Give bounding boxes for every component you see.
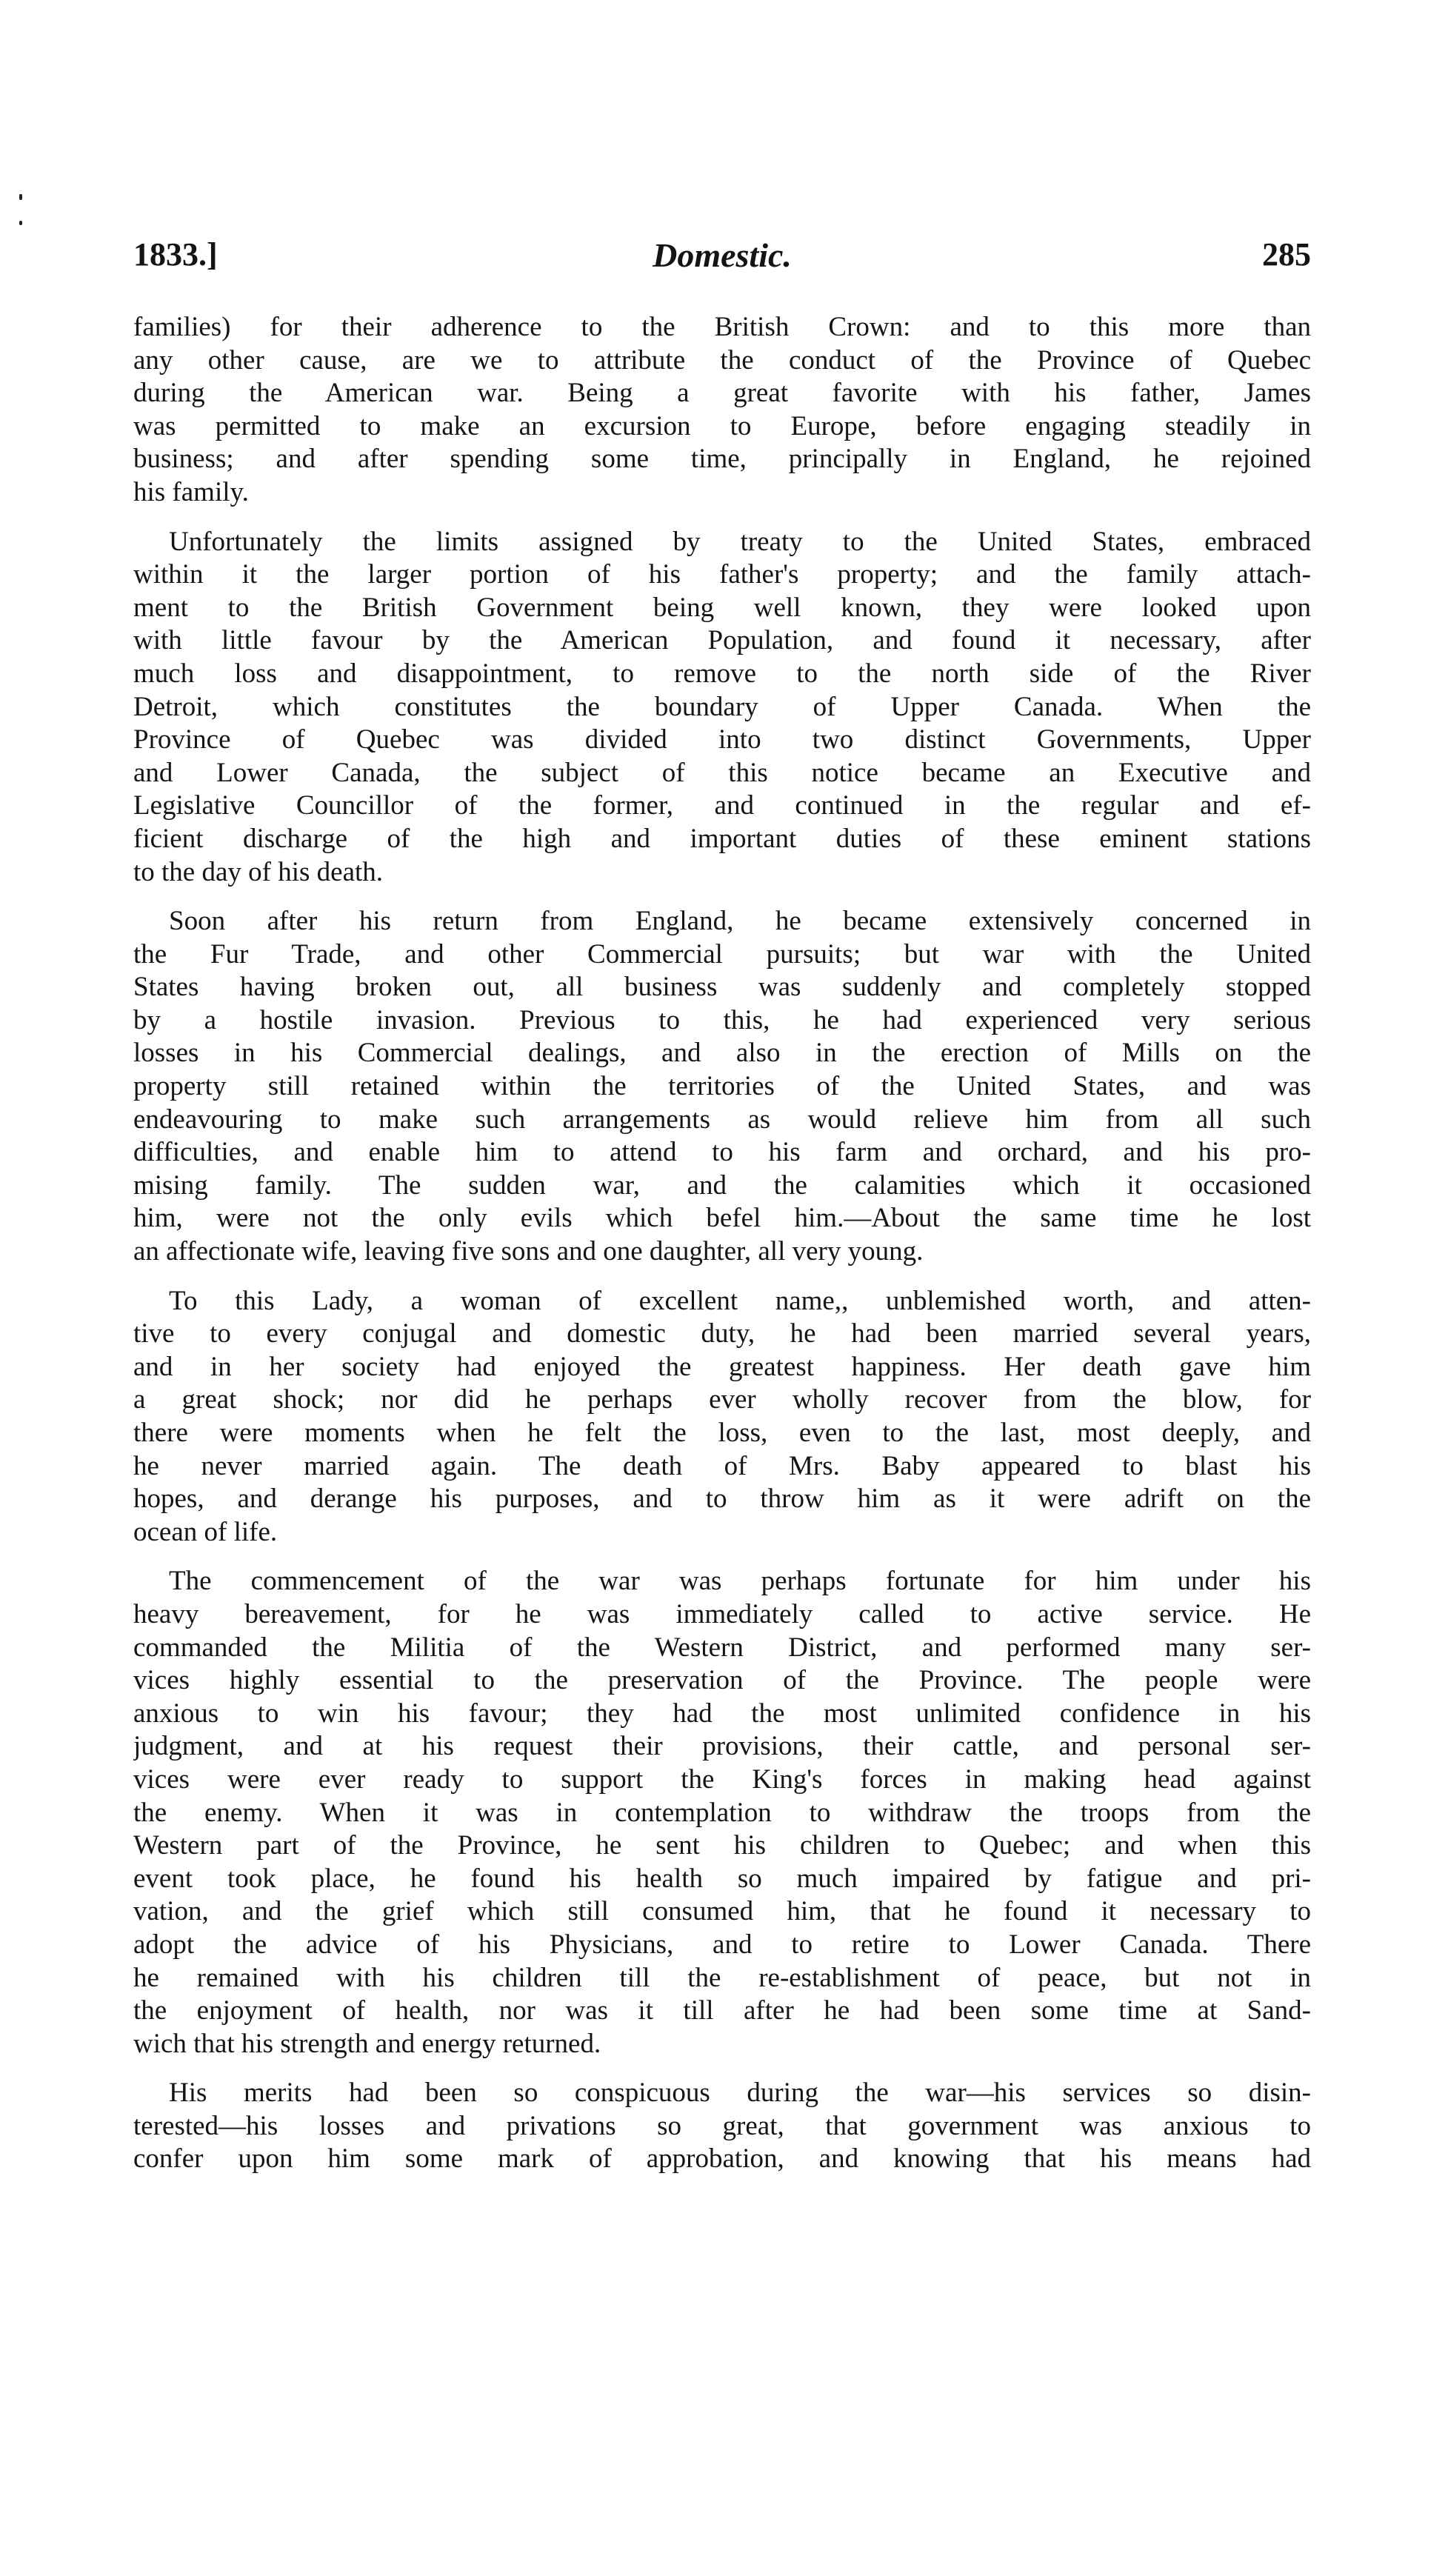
text-line: judgment, and at his request their provisions, their cattle, and personal ser- bbox=[133, 1731, 1311, 1762]
text-line: any other cause, are we to attribute the conduct of the Province of Quebec bbox=[133, 344, 1311, 376]
margin-speck bbox=[19, 194, 22, 200]
text-line: vation, and the grief which still consumed him, that he found it necessary to bbox=[133, 1896, 1311, 1927]
text-line: the enemy. When it was in contemplation to withdraw the troops from the bbox=[133, 1797, 1311, 1828]
header-year: 1833.] bbox=[133, 236, 218, 273]
text-line: confer upon him some mark of approbation, and knowing that his means had bbox=[133, 2143, 1311, 2175]
text-line: mising family. The sudden war, and the calamities which it occasioned bbox=[133, 1169, 1311, 1201]
text-line: property still retained within the territories of the United States, and was bbox=[133, 1071, 1311, 1102]
paragraph bbox=[133, 526, 1311, 890]
text-line: losses in his Commercial dealings, and also in the erection of Mills on the bbox=[133, 1038, 1311, 1069]
text-line: he never married again. The death of Mrs. Baby appeared to blast his bbox=[133, 1450, 1311, 1481]
text-line: the Fur Trade, and other Commercial pursuits; but war with the United bbox=[133, 938, 1311, 970]
text-line: States having broken out, all business was suddenly and completely stopped bbox=[133, 972, 1311, 1003]
text-line: a great shock; nor did he perhaps ever wholly recover from the blow, for bbox=[133, 1384, 1311, 1415]
text-line: and Lower Canada, the subject of this notice became an Executive and bbox=[133, 757, 1311, 788]
margin-speck bbox=[19, 221, 22, 225]
text-line: endeavouring to make such arrangements as would relieve him from all such bbox=[133, 1104, 1311, 1135]
text-line: adopt the advice of his Physicians, and to retire to Lower Canada. There bbox=[133, 1929, 1311, 1960]
text-line: Detroit, which constitutes the boundary of Upper Canada. When the bbox=[133, 691, 1311, 722]
text-line: was permitted to make an excursion to Europe, before engaging steadily in bbox=[133, 410, 1311, 441]
text-line: anxious to win his favour; they had the most unlimited confidence in his bbox=[133, 1698, 1311, 1729]
text-line: there were moments when he felt the loss, even to the last, most deeply, and bbox=[133, 1418, 1311, 1448]
text-line: Western part of the Province, he sent his children to Quebec; and when this bbox=[133, 1830, 1311, 1861]
text-line: hopes, and derange his purposes, and to throw him as it were adrift on the bbox=[133, 1484, 1311, 1515]
text-line: the enjoyment of health, nor was it till after he had been some time at Sand- bbox=[133, 1995, 1311, 2026]
text-line: ficient discharge of the high and important duties of these eminent stations bbox=[133, 823, 1311, 854]
text-line: families) for their adherence to the British Crown: and to this more than bbox=[133, 312, 1311, 342]
text-line: Soon after his return from England, he became extensively concerned in bbox=[169, 906, 1311, 937]
header-section-title: Domestic. bbox=[653, 236, 792, 274]
text-line: vices were ever ready to support the King's forces in making head against bbox=[133, 1764, 1311, 1795]
paragraph bbox=[133, 2077, 1311, 2176]
text-line: him, were not the only evils which befel him.—About the same time he lost bbox=[133, 1203, 1311, 1234]
text-line: The commencement of the war was perhaps fortunate for him under his bbox=[169, 1566, 1311, 1597]
text-line: Province of Quebec was divided into two distinct Governments, Upper bbox=[133, 724, 1311, 755]
text-line: his family. bbox=[133, 476, 249, 507]
text-line: during the American war. Being a great favorite with his father, James bbox=[133, 378, 1311, 409]
paragraph bbox=[133, 1565, 1311, 2061]
text-line: ocean of life. bbox=[133, 1516, 278, 1547]
text-line: business; and after spending some time, principally in England, he rejoined bbox=[133, 444, 1311, 475]
text-line: terested—his losses and privations so great, that government was anxious to bbox=[133, 2110, 1311, 2141]
text-line: Unfortunately the limits assigned by treaty to the United States, embraced bbox=[169, 526, 1311, 557]
text-line: and in her society had enjoyed the greatest happiness. Her death gave him bbox=[133, 1351, 1311, 1382]
text-line: commanded the Militia of the Western District, and performed many ser- bbox=[133, 1632, 1311, 1663]
text-line: tive to every conjugal and domestic duty, he had been married several years, bbox=[133, 1318, 1311, 1349]
text-line: ment to the British Government being well known, they were looked upon bbox=[133, 592, 1311, 623]
text-line: vices highly essential to the preservation of the Province. The people were bbox=[133, 1665, 1311, 1696]
text-line: To this Lady, a woman of excellent name,, unblemished worth, and atten- bbox=[169, 1285, 1311, 1316]
text-line: Legislative Councillor of the former, and continued in the regular and ef- bbox=[133, 790, 1311, 821]
text-line: an affectionate wife, leaving five sons and one daughter, all very young. bbox=[133, 1236, 924, 1267]
paragraph bbox=[133, 905, 1311, 1269]
text-line: to the day of his death. bbox=[133, 856, 384, 887]
text-line: within it the larger portion of his father's property; and the family attach- bbox=[133, 559, 1311, 590]
text-line: heavy bereavement, for he was immediately called to active service. He bbox=[133, 1598, 1311, 1629]
header-page-number: 285 bbox=[1262, 236, 1311, 273]
paragraph bbox=[133, 1285, 1311, 1549]
text-line: he remained with his children till the re-establishment of peace, but not in bbox=[133, 1962, 1311, 1993]
text-line: His merits had been so conspicuous during the war—his services so disin- bbox=[169, 2078, 1311, 2109]
running-head bbox=[133, 236, 1311, 287]
text-line: with little favour by the American Population, and found it necessary, after bbox=[133, 625, 1311, 656]
text-line: much loss and disappointment, to remove to the north side of the River bbox=[133, 658, 1311, 689]
text-line: difficulties, and enable him to attend to his farm and orchard, and his pro- bbox=[133, 1137, 1311, 1168]
paragraph bbox=[133, 311, 1311, 510]
text-line: wich that his strength and energy returned. bbox=[133, 2028, 601, 2059]
text-line: by a hostile invasion. Previous to this, he had experienced very serious bbox=[133, 1004, 1311, 1035]
text-line: event took place, he found his health so much impaired by fatigue and pri- bbox=[133, 1863, 1311, 1894]
body-text bbox=[133, 311, 1311, 2176]
